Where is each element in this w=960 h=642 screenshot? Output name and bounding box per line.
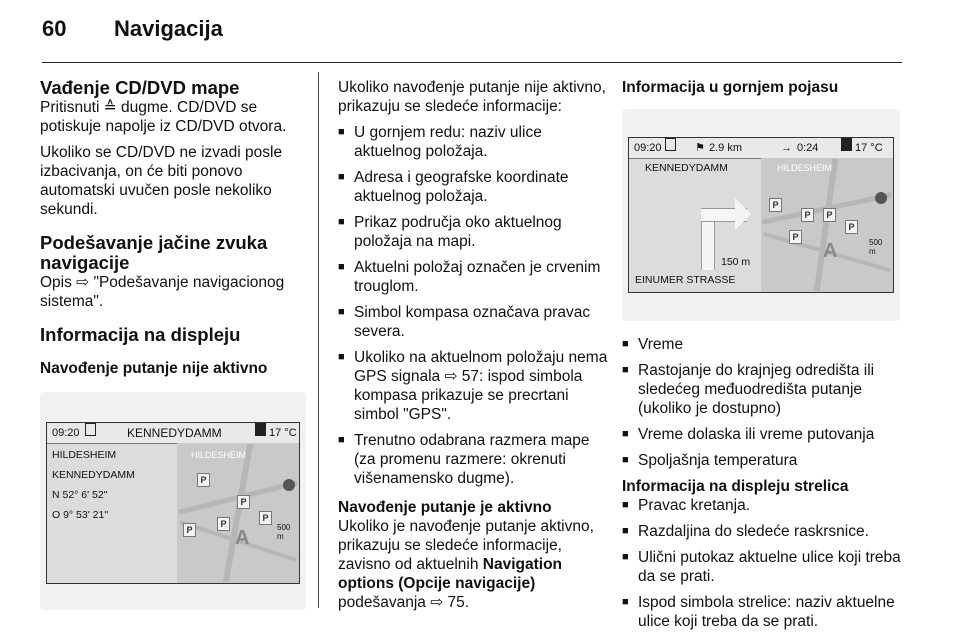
page-header bbox=[42, 16, 223, 42]
list-item: ■ Aktuelni položaj označen je crvenim trouglom. bbox=[338, 258, 608, 296]
column-left bbox=[40, 78, 310, 610]
status-bar bbox=[47, 423, 299, 444]
parking-icon: P bbox=[845, 220, 858, 234]
parking-icon: P bbox=[801, 208, 814, 222]
parking-icon: P bbox=[237, 495, 250, 509]
page-number: 60 bbox=[42, 16, 67, 41]
parking-icon: P bbox=[217, 517, 230, 531]
arrow-info-list bbox=[622, 496, 912, 631]
inactive-info-list bbox=[338, 123, 608, 488]
parking-icon: P bbox=[183, 523, 196, 537]
nav-screen-inactive bbox=[46, 422, 300, 584]
list-item: ■ Vreme dolaska ili vreme putovanja bbox=[622, 425, 912, 444]
column-separator bbox=[318, 72, 319, 608]
active-text-1: Ukoliko je navođenje putanje aktivno, prikazuju se sledeće informacije, zavisno od aktuelnih bbox=[338, 518, 594, 573]
navigation-options-term: Navigation options (Opcije navigacije) bbox=[338, 556, 563, 592]
volume-heading: Podešavanje jačine zvuka navigacije bbox=[40, 232, 268, 273]
eject-paragraph-1: Pritisnuti ≙ dugme. CD/DVD se potiskuje napolje iz CD/DVD otvora. bbox=[40, 99, 287, 135]
active-heading: Navođenje putanje je aktivno bbox=[338, 499, 552, 516]
arrival-arrow-icon: → bbox=[781, 142, 792, 154]
list-item: ■ Ukoliko na aktuelnom položaju nema GPS signala ⇨ 57: ispod simbola kompasa prikazuje se precrtani simbol "GPS". bbox=[338, 348, 608, 424]
arrival-time: 0:24 bbox=[797, 142, 819, 154]
active-paragraph bbox=[338, 517, 608, 612]
map-scale: 500 m bbox=[277, 523, 291, 541]
page-title: Navigacija bbox=[114, 16, 223, 41]
arrow-heading: Informacija na displeju strelica bbox=[622, 478, 849, 495]
volume-paragraph: Opis ⇨ "Podešavanje navigacionog sistema". bbox=[40, 274, 285, 310]
position-marker-icon: A bbox=[823, 240, 838, 262]
parking-icon: P bbox=[823, 208, 836, 222]
list-item: ■ Ispod simbola strelice: naziv aktuelne ulice koji treba da se prati. bbox=[622, 593, 912, 631]
list-item: ■ Ulični putokaz aktuelne ulice koji treba da se prati. bbox=[622, 548, 912, 586]
list-item: ■ Vreme bbox=[622, 335, 912, 354]
top-bar-info-list bbox=[622, 335, 912, 470]
screen-inactive-figure bbox=[40, 392, 306, 610]
active-text-2: podešavanja ⇨ 75. bbox=[338, 594, 470, 611]
temperature: 17 °C bbox=[855, 142, 883, 154]
parking-icon: P bbox=[769, 198, 782, 212]
header-rule bbox=[42, 62, 902, 63]
map-area bbox=[761, 158, 893, 292]
current-street: KENNEDYDAMM bbox=[645, 162, 728, 174]
list-item: ■ Adresa i geografske koordinate aktuelnog položaja. bbox=[338, 168, 608, 206]
list-item: ■ Pravac kretanja. bbox=[622, 496, 912, 515]
eject-heading: Vađenje CD/DVD mape bbox=[40, 77, 240, 98]
turn-distance: 150 m bbox=[721, 256, 751, 268]
inactive-intro: Ukoliko navođenje putanje nije aktivno, prikazuju se sledeće informacije: bbox=[338, 79, 606, 115]
position-marker-icon: A bbox=[235, 527, 250, 549]
map-city-label: HILDESHEIM bbox=[191, 450, 247, 460]
parking-icon: P bbox=[259, 511, 272, 525]
compass-icon bbox=[283, 479, 295, 491]
column-right bbox=[622, 78, 912, 638]
nav-screen-active bbox=[628, 137, 894, 293]
parking-icon: P bbox=[197, 473, 210, 487]
address-line: KENNEDYDAMM bbox=[52, 469, 135, 481]
top-bar-heading: Informacija u gornjem pojasu bbox=[622, 79, 839, 96]
compass-icon bbox=[875, 192, 887, 204]
list-item: ■ Simbol kompasa označava pravac severa. bbox=[338, 303, 608, 341]
temperature: 17 °C bbox=[269, 427, 297, 439]
list-item: ■ Spoljašnja temperatura bbox=[622, 451, 912, 470]
distance-flag-icon: ⚑ bbox=[695, 142, 705, 154]
list-item: ■ U gornjem redu: naziv ulice aktuelnog položaja. bbox=[338, 123, 608, 161]
display-heading: Informacija na displeju bbox=[40, 324, 241, 345]
coordinate-line: N 52° 6' 52" bbox=[52, 489, 108, 501]
list-item: ■ Trenutno odabrana razmera mape (za promenu razmere: okrenuti višenamensko dugme). bbox=[338, 431, 608, 488]
next-street: EINUMER STRASSE bbox=[635, 274, 736, 286]
clock-time: 09:20 bbox=[52, 427, 80, 439]
column-middle bbox=[338, 78, 608, 619]
inactive-heading: Navođenje putanje nije aktivno bbox=[40, 360, 268, 377]
address-line: HILDESHEIM bbox=[52, 449, 117, 461]
list-item: ■ Rastojanje do krajnjeg odredišta ili sledećeg međuodredišta putanje (ukoliko je dostupno) bbox=[622, 361, 912, 418]
street-name: KENNEDYDAMM bbox=[127, 426, 222, 440]
list-item: ■ Prikaz područja oko aktuelnog položaja na mapi. bbox=[338, 213, 608, 251]
map-scale: 500 m bbox=[869, 238, 883, 256]
clock-time: 09:20 bbox=[634, 142, 662, 154]
parking-icon: P bbox=[789, 230, 802, 244]
eject-paragraph-2: Ukoliko se CD/DVD ne izvadi posle izbacivanja, on će biti ponovo automatski uvučen posle nekoliko sekundi. bbox=[40, 144, 283, 218]
screen-active-figure bbox=[622, 109, 900, 321]
map-city-label: HILDESHEIM bbox=[777, 163, 833, 173]
list-item: ■ Razdaljina do sledeće raskrsnice. bbox=[622, 522, 912, 541]
distance-to-destination: 2.9 km bbox=[709, 142, 743, 154]
coordinate-line: O 9° 53' 21" bbox=[52, 509, 109, 521]
map-area bbox=[177, 443, 299, 583]
status-bar bbox=[629, 138, 893, 159]
